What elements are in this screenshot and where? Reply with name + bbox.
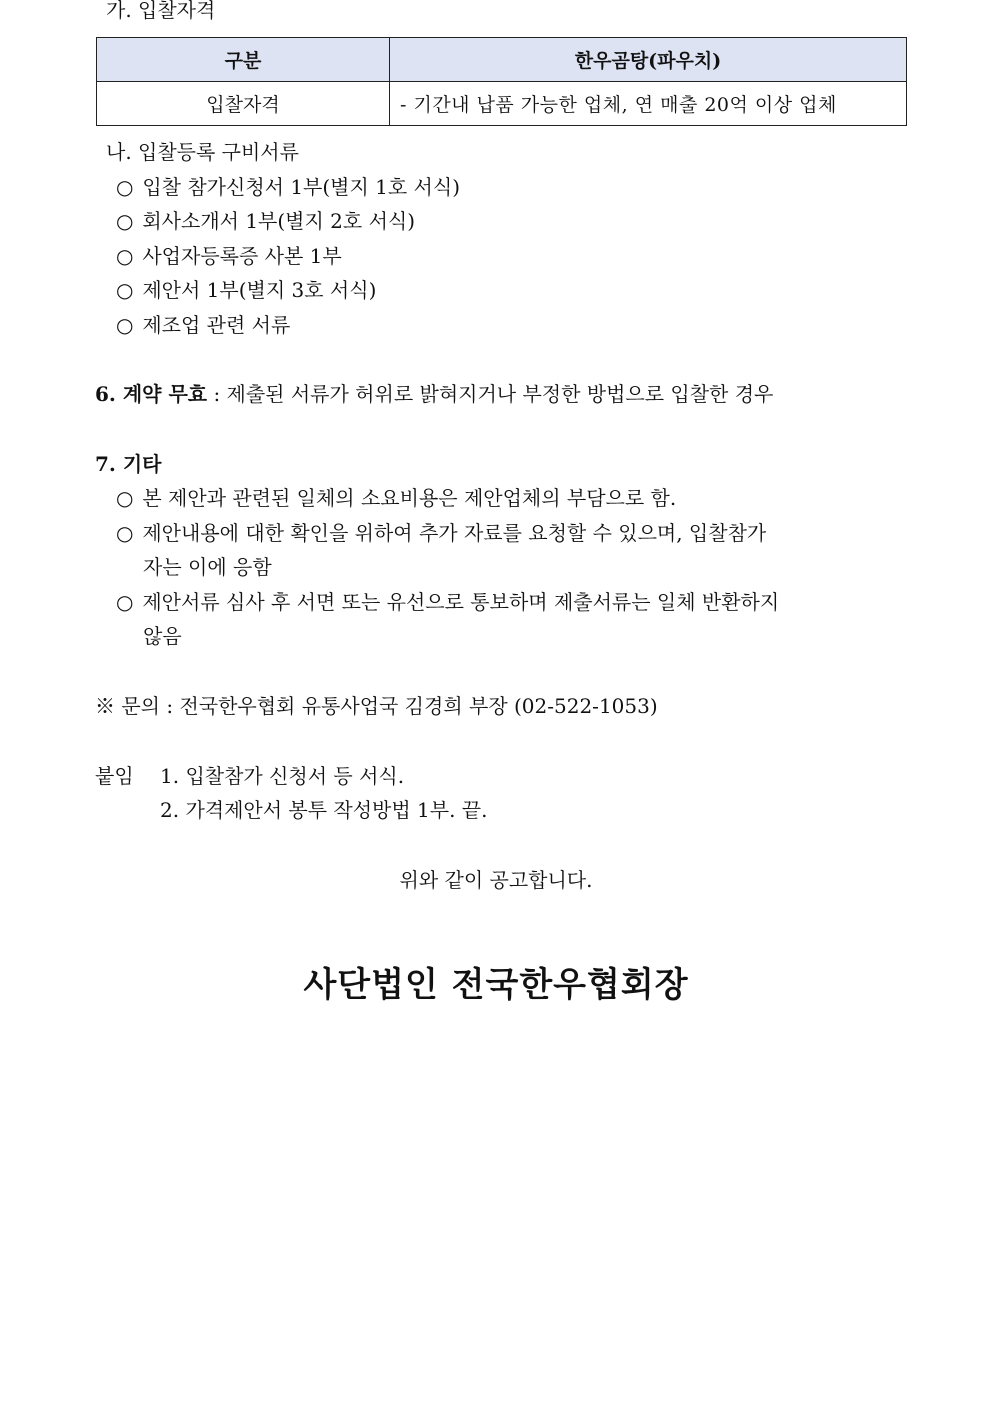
table-header-category: 구분 bbox=[97, 38, 390, 82]
list-item-text: 사업자등록증 사본 1부 bbox=[142, 244, 342, 268]
section-6-contract-void bbox=[95, 380, 773, 408]
attachment-item: 2. 가격제안서 봉투 작성방법 1부. 끝. bbox=[160, 798, 488, 822]
bullet-circle-icon: ○ bbox=[116, 278, 134, 302]
table-header-product: 한우곰탕(파우치) bbox=[390, 38, 907, 82]
bullet-circle-icon: ○ bbox=[116, 175, 134, 199]
section-6-text: : 제출된 서류가 허위로 밝혀지거나 부정한 방법으로 입찰한 경우 bbox=[207, 382, 774, 406]
table-cell-qualification: - 기간내 납품 가능한 업체, 연 매출 20억 이상 업체 bbox=[390, 82, 907, 126]
list-item-text: 제안내용에 대한 확인을 위하여 추가 자료를 요청할 수 있으며, 입찰참가 bbox=[142, 521, 767, 545]
list-item bbox=[116, 519, 766, 547]
bullet-circle-icon: ○ bbox=[116, 313, 134, 337]
organization-signature-title: 사단법인 전국한우협회장 bbox=[303, 965, 689, 1005]
list-item-text: 회사소개서 1부(별지 2호 서식) bbox=[142, 209, 416, 233]
closing-statement: 위와 같이 공고합니다. bbox=[399, 868, 593, 892]
attachment-item: 1. 입찰참가 신청서 등 서식. bbox=[160, 764, 405, 788]
table-cell-category: 입찰자격 bbox=[97, 82, 390, 126]
list-item-text: 제조업 관련 서류 bbox=[142, 313, 291, 337]
list-item bbox=[116, 588, 779, 616]
bullet-circle-icon: ○ bbox=[116, 590, 134, 614]
list-item-continuation: 자는 이에 응함 bbox=[143, 555, 272, 579]
list-item-text: 입찰 참가신청서 1부(별지 1호 서식) bbox=[142, 175, 461, 199]
section-ga-heading: 가. 입찰자격 bbox=[106, 0, 216, 22]
attachment-label: 붙임 bbox=[95, 764, 134, 788]
bullet-circle-icon: ○ bbox=[116, 486, 134, 510]
list-item-continuation: 않음 bbox=[143, 624, 182, 648]
list-item bbox=[116, 484, 676, 512]
list-item-text: 본 제안과 관련된 일체의 소요비용은 제안업체의 부담으로 함. bbox=[142, 486, 677, 510]
list-item-text: 제안서 1부(별지 3호 서식) bbox=[142, 278, 377, 302]
list-item-text: 제안서류 심사 후 서면 또는 유선으로 통보하며 제출서류는 일체 반환하지 bbox=[142, 590, 780, 614]
section-na-heading: 나. 입찰등록 구비서류 bbox=[106, 140, 299, 164]
table-header-row bbox=[97, 38, 907, 82]
qualification-table bbox=[96, 37, 907, 126]
section-6-label: 6. 계약 무효 bbox=[95, 382, 208, 406]
list-item bbox=[116, 207, 415, 235]
section-7-heading: 7. 기타 bbox=[95, 452, 162, 476]
bullet-circle-icon: ○ bbox=[116, 521, 134, 545]
list-item bbox=[116, 173, 460, 201]
list-item bbox=[116, 311, 290, 339]
bullet-circle-icon: ○ bbox=[116, 209, 134, 233]
bullet-circle-icon: ○ bbox=[116, 244, 134, 268]
list-item bbox=[116, 276, 376, 304]
table-row bbox=[97, 82, 907, 126]
inquiry-contact: ※ 문의 : 전국한우협회 유통사업국 김경희 부장 (02-522-1053) bbox=[95, 694, 658, 718]
list-item bbox=[116, 242, 342, 270]
